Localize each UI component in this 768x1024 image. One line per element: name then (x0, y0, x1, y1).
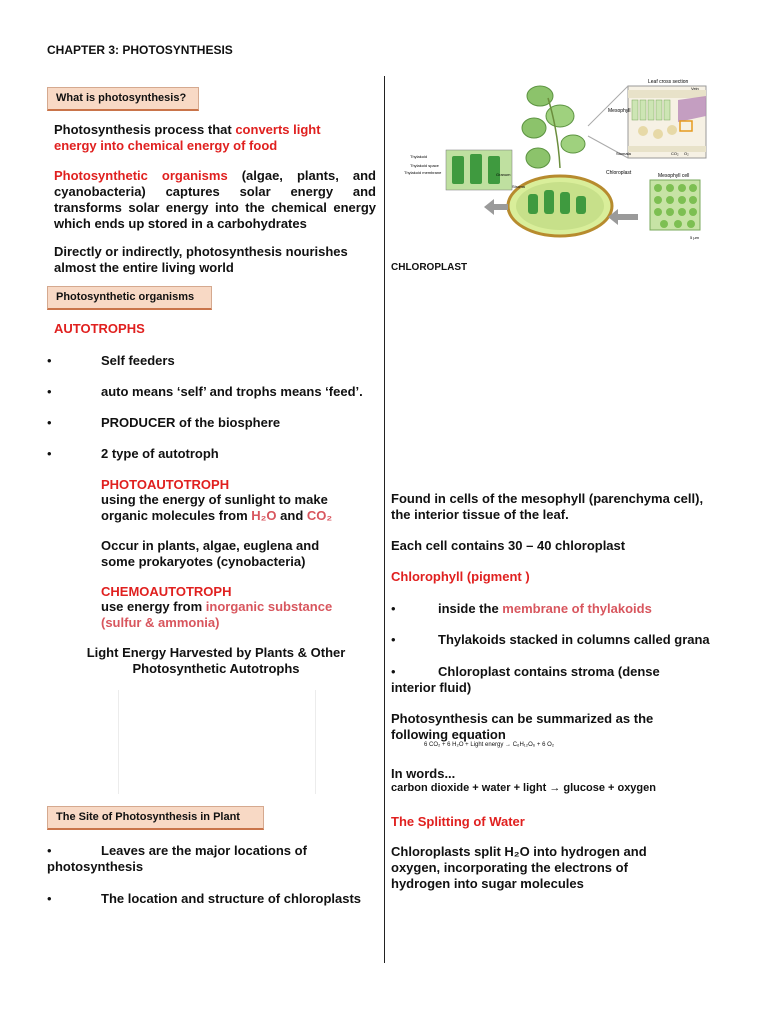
photo-and: and (276, 508, 307, 523)
bullet-icon: • (47, 891, 52, 906)
chloroplast-caption: CHLOROPLAST (391, 262, 468, 273)
diagram-label: Vein (691, 86, 699, 91)
bullet-text: Self feeders (101, 353, 175, 368)
chloroplast-diagram (388, 76, 710, 246)
nourishes-paragraph: Directly or indirectly, photosynthesis nourishes almost the entire living world (54, 244, 348, 275)
light-energy-title (47, 645, 385, 677)
diagram-label: Chloroplast (606, 170, 632, 176)
organisms-highlight: Photosynthetic organisms (54, 168, 228, 183)
each-cell-paragraph: Each cell contains 30 – 40 chloroplast (391, 538, 626, 553)
bullet-icon: • (391, 664, 396, 679)
diagram-label: Mesophyll cell (658, 173, 690, 179)
photoautotroph-description (101, 492, 361, 524)
definition-highlight: converts light energy into chemical energy of food (54, 122, 321, 153)
co2-formula: CO₂ (306, 508, 333, 523)
bullet-icon: • (391, 601, 396, 616)
definition-paragraph (54, 122, 354, 154)
light-energy-title-line-1: Light Energy Harvested by Plants & Other (86, 645, 346, 660)
diagram-label: Leaf cross section (648, 79, 689, 85)
splitting-paragraph: Chloroplasts split H₂O into hydrogen and oxygen, incorporating the electrons of hydrogen into sugar molecules (391, 844, 647, 891)
organisms-paragraph (54, 168, 376, 232)
section-tag-photosynthetic-organisms: Photosynthetic organisms (47, 286, 212, 310)
photo-text: using the energy of sunlight to make organic molecules from (101, 492, 328, 523)
autotrophs-heading: AUTOTROPHS (54, 321, 145, 336)
splitting-heading: The Splitting of Water (391, 814, 525, 829)
bullet-text: The location and structure of chloroplasts (101, 891, 362, 906)
mesophyll-cell (650, 180, 700, 230)
definition-text: Photosynthesis process that (54, 122, 236, 137)
bullet-text-continuation: photosynthesis (47, 859, 144, 874)
chlorophyll-heading: Chlorophyll (pigment ) (391, 569, 530, 584)
diagram-label: Granum (496, 172, 511, 177)
leaf-icon (522, 86, 585, 168)
equation: 6 CO₂ + 6 H₂O + Light energy → C₆H₁₂O₆ + 6 O₂ (424, 742, 555, 748)
in-words-heading: In words... (391, 766, 456, 781)
diagram-label: CO₂ (671, 151, 679, 156)
bullet-icon: • (47, 843, 52, 858)
thylakoid-detail (446, 150, 512, 190)
water-formula: H₂O (251, 508, 277, 523)
diagram-label: Stroma (512, 184, 525, 189)
bullet-icon: • (47, 353, 52, 368)
light-energy-image-placeholder (118, 690, 316, 794)
bullet-icon: • (47, 446, 52, 461)
words-equation: carbon dioxide + water + light → glucose + oxygen (391, 782, 656, 794)
diagram-label: Mesophyll (608, 108, 631, 114)
diagram-label: 5 µm (690, 235, 699, 240)
summarized-paragraph: Photosynthesis can be summarized as the following equation (391, 711, 654, 742)
diagram-label: Thylakoid membrane (404, 170, 442, 175)
bullet-text-plain: inside the (438, 601, 503, 616)
chemoautotroph-description (101, 599, 371, 631)
bullet-text: Thylakoids stacked in columns called grana (438, 632, 710, 647)
bullet-text-continuation: interior fluid) (391, 680, 472, 695)
bullet-text (438, 601, 652, 617)
bullet-icon: • (391, 632, 396, 647)
bullet-text: Chloroplast contains stroma (dense (438, 664, 660, 679)
diagram-label: Thylakoid space (410, 163, 439, 168)
bullet-text: PRODUCER of the biosphere (101, 415, 281, 430)
bullet-text: 2 type of autotroph (101, 446, 219, 461)
photoautotroph-heading: PHOTOAUTOTROPH (101, 477, 230, 492)
chemoautotroph-heading: CHEMOAUTOTROPH (101, 584, 232, 599)
chemo-text: use energy from (101, 599, 206, 614)
bullet-text: Leaves are the major locations of (101, 843, 307, 858)
light-energy-title-line-2: Photosynthetic Autotrophs (132, 661, 300, 676)
found-in-paragraph: Found in cells of the mesophyll (parenchyma cell), the interior tissue of the leaf. (391, 491, 704, 522)
bullet-text: auto means ‘self’ and trophs means ‘feed’. (101, 384, 363, 399)
diagram-label: Thylakoid (410, 154, 428, 159)
organisms-text: (algae, plants, and cyanobacteria) captures solar energy and transforms solar energy into the chemical energy which ends up stored in a carbohydrates (54, 168, 377, 231)
column-divider (384, 76, 385, 963)
bullet-icon: • (47, 415, 52, 430)
section-tag-site-of-photosynthesis: The Site of Photosynthesis in Plant (47, 806, 264, 830)
occur-paragraph: Occur in plants, algae, euglena and some prokaryotes (cynobacteria) (101, 538, 320, 569)
diagram-label: Stomata (616, 151, 631, 156)
section-tag-what-is-photosynthesis: What is photosynthesis? (47, 87, 199, 111)
diagram-label: O₂ (684, 151, 689, 156)
leaf-cross-section (588, 86, 706, 158)
bullet-icon: • (47, 384, 52, 399)
chapter-title: CHAPTER 3: PHOTOSYNTHESIS (47, 43, 233, 57)
bullet-text-highlight: membrane of thylakoids (502, 601, 652, 616)
chemo-highlight: inorganic substance (sulfur & ammonia) (101, 599, 333, 630)
